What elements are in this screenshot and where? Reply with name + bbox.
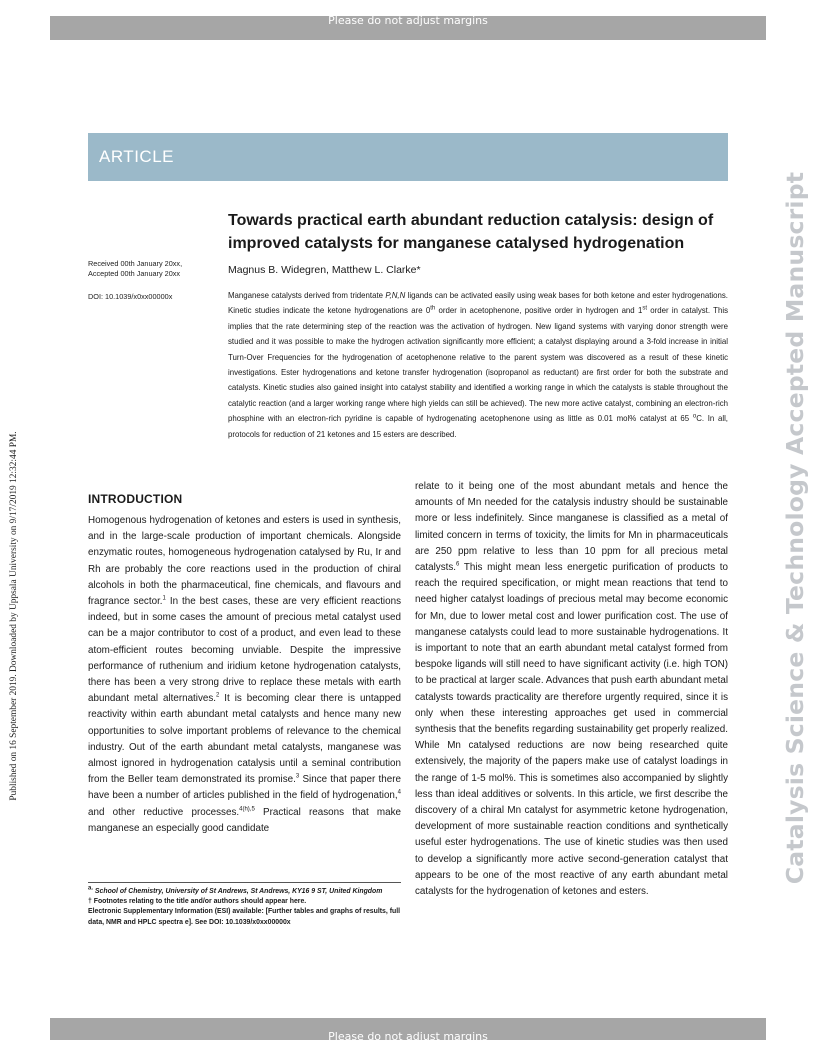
accepted-manuscript-watermark: Catalysis Science & Technology Accepted Manuscript: [781, 171, 809, 885]
doi: DOI: 10.1039/x0xx00000x: [88, 292, 173, 301]
article-title: Towards practical earth abundant reduction catalysis: design of improved catalysts for manganese catalysed hydrogenation: [228, 212, 714, 252]
body-column-left: Homogenous hydrogenation of ketones and esters is used in synthesis, and in the large-scale production of important chemicals. Alongside enzymatic routes, homogeneous hydrogenation catalysed by Ru, Ir and Rh are probably the core reactions used in the production of chiral alcohols in both the pharmaceutical, fine chemicals, and flavours and fragrance sector.$^1$ In the best cases, these are very efficient reactions indeed, but in some cases the amount of precious metal catalyst used can be a major contributor to cost of a product, and even lead to these atom-efficient routes becoming unviable. Despite the impressive performance of ruthenium and iridium ketone hydrogenation catalysts, there has been a very strong drive to replace these metals with earth abundant metal alternatives.$^2$ It is becoming clear there is untapped reactivity within earth abundant metal catalysts and hence many new opportunities to solve important problems of relevance to the chemical industry. Out of the earth abundant metal catalysts, manganese was almost ignored in hydrogenation catalysis until a seminal contribution from the Beller team demonstrated its promise.$^3$ Since that paper there have been a number of articles published in the field of hydrogenation,$^4$ and other reductive processes.$^{4(h),5}$ Practical reasons that make manganese an especially good candidate: [88, 515, 401, 834]
top-margin-notice: Please do not adjust margins: [50, 16, 766, 40]
bottom-margin-notice: Please do not adjust margins: [50, 1018, 766, 1040]
article-banner: [88, 133, 728, 181]
accepted-date: Accepted 00th January 20xx: [88, 269, 181, 278]
received-date: Received 00th January 20xx,: [88, 259, 183, 268]
section-heading-introduction: INTRODUCTION: [88, 492, 183, 506]
esi-footnote: Electronic Supplementary Information (ESI) available: [Further tables and graphs of results, full data, NMR and HPLC spectra e]. See DOI: 10.1039/x0xx00000x: [88, 908, 401, 926]
publication-stamp: Published on 16 September 2019. Downloaded by Uppsala University on 9/17/2019 12:32:44 PM.: [9, 431, 19, 801]
authors: Magnus B. Widegren, Matthew L. Clarke*: [228, 264, 421, 276]
footnotes: [88, 887, 408, 928]
dagger-footnote: † Footnotes relating to the title and/or authors should appear here.: [88, 898, 307, 906]
affiliation-footnote: $^{a.}$ School of Chemistry, University of St Andrews, St Andrews, KY16 9 ST, United Kingdom: [88, 885, 383, 895]
body-column-right: relate to it being one of the most abundant metals and hence the amounts of Mn needed for the catalysis industry should be sustainable more or less indefinitely. Since manganese is classified as a metal of limited concern in terms of toxicity, the limits for Mn in pharmaceuticals are 250 ppm relative to less than 10 ppm for all precious metal catalysts.$^6$ This might mean less energetic purification of products to reach the required specification, or might mean reactions that tend to need higher catalyst loadings of precious metal may become economic for Mn, due to lower metal cost and lower purification cost. The use of manganese catalysts could lead to more sustainable hydrogenations. It is important to note that an earth abundant metal catalyst formed from bespoke ligands will still need to have significant activity (i.e. high TON) to be practical at larger scale. Advances that push earth abundant metal catalysts towards practicality are therefore urgently required, since it is only when these interesting approaches get used in commercial synthesis that the benefits regarding sustainability get properly realized. While Mn catalysed reductions are now being researched quite extensively, the majority of the papers make use of catalyst loadings in the range of 1-5 mol%. This is sometimes also accompanied by slightly less than ideal additives or solvents. In this article, we first describe the discovery of a chiral Mn catalyst for asymmetric ketone hydrogenation, development of more sustainable reaction conditions and synthetically useful ester hydrogenations. The use of kinetic studies was then used to develop a significantly more active second-generation catalyst that appears to be one of the most reactive of any earth abundant metal catalysts for the hydrogenation of ketones and esters.: [415, 481, 729, 898]
abstract: Manganese catalysts derived from tridentate P,N,N ligands can be activated easily using weak bases for both ketone and ester hydrogenations. Kinetic studies indicate the ketone hydrogenations are 0th order in acetophenone, positive order in hydrogen and 1st order in catalyst. This implies that the rate determining step of the reaction was the activation of hydrogen. New ligand systems with varying donor strength were studied and it was possible to make the hydrogen activation significantly more efficient; a catalyst displaying around a 3-fold increase in initial Turn-Over Frequencies for the hydrogenation of acetophenone relative to the parent system was discovered as a result of these kinetic investigations. Ester hydrogenations and ketone transfer hydrogenation (isopropanol as reductant) are first order for both the substrate and catalysts. Kinetic studies also gained insight into catalyst stability and identified a working range in which the catalysts is stable throughout the catalytic reaction (and a larger working range where high yields can still be achieved). The new more active catalyst, combining an electron-rich phosphine with an electron-rich pyridine is capable of hydrogenating acetophenone using as little as 0.01 mol% catalyst at 65 $^o$C. In all, protocols for reduction of 21 ketones and 15 esters are described.: [228, 291, 728, 439]
article-type-label: ARTICLE: [99, 147, 174, 166]
footnote-divider: [88, 882, 401, 883]
